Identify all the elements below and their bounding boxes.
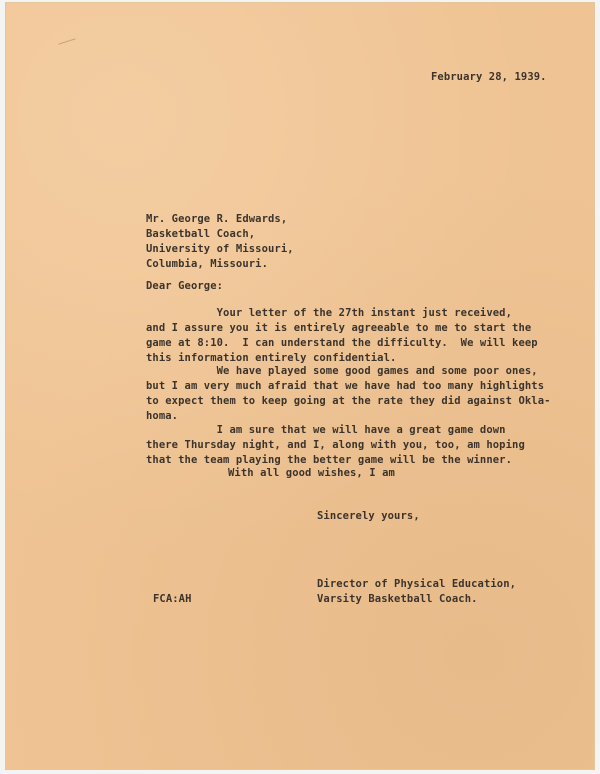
reference-initials: FCA:AH bbox=[153, 593, 192, 605]
letter-date: February 28, 1939. bbox=[431, 71, 547, 83]
paragraph-line: game at 8:10. I can understand the difficulty. We will keep bbox=[146, 337, 538, 349]
salutation: Dear George: bbox=[146, 280, 224, 292]
paragraph-line: Your letter of the 27th instant just received, bbox=[146, 307, 513, 319]
address-line: Basketball Coach, bbox=[146, 228, 256, 240]
address-line: Mr. George R. Edwards, bbox=[146, 213, 288, 225]
paragraph-line: this information entirely confidential. bbox=[146, 352, 397, 364]
closing-line: With all good wishes, I am bbox=[228, 467, 395, 479]
paragraph-line: there Thursday night, and I, along with you, too, am hoping bbox=[146, 439, 525, 451]
address-line: Columbia, Missouri. bbox=[146, 258, 269, 270]
paragraph-line: but I am very much afraid that we have had too many highlights bbox=[146, 380, 545, 392]
paragraph-line: that the team playing the better game will be the winner. bbox=[146, 454, 513, 466]
paragraph-line: and I assure you it is entirely agreeable to me to start the bbox=[146, 322, 532, 334]
sign-off: Sincerely yours, bbox=[317, 510, 420, 522]
address-line: University of Missouri, bbox=[146, 243, 294, 255]
paper-speck bbox=[58, 38, 75, 45]
paragraph-line: to expect them to keep going at the rate they did against Okla- bbox=[146, 395, 551, 407]
signer-title bbox=[317, 577, 516, 607]
body-paragraph-2 bbox=[146, 364, 551, 424]
title-line: Director of Physical Education, bbox=[317, 578, 517, 590]
body-paragraph-3 bbox=[146, 423, 525, 468]
body-paragraph-1 bbox=[146, 306, 538, 366]
letter-page bbox=[6, 3, 594, 769]
paragraph-line: We have played some good games and some poor ones, bbox=[146, 365, 538, 377]
paragraph-line: I am sure that we will have a great game down bbox=[146, 424, 506, 436]
paragraph-line: homa. bbox=[146, 410, 179, 422]
recipient-address bbox=[146, 212, 294, 272]
title-line: Varsity Basketball Coach. bbox=[317, 593, 478, 605]
